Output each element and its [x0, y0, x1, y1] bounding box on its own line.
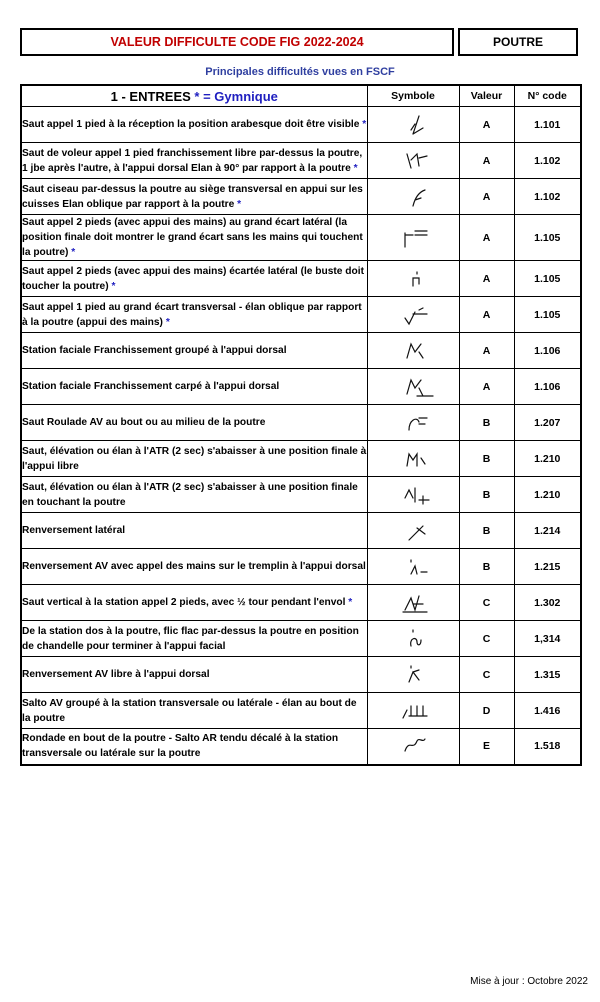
description-text: Rondade en bout de la poutre - Salto AR tendu décalé à la station transversale ou latérale sur la poutre — [22, 733, 339, 760]
element-description — [21, 333, 367, 369]
difficulty-value: C — [459, 621, 514, 657]
difficulty-value: B — [459, 513, 514, 549]
element-symbol — [367, 261, 459, 297]
skill-symbol-icon — [383, 223, 443, 253]
element-description — [21, 143, 367, 179]
difficulty-value: A — [459, 369, 514, 405]
skill-symbol-icon — [383, 660, 443, 690]
skill-symbol-icon — [383, 372, 443, 402]
code-number: 1.105 — [514, 215, 581, 261]
column-header-code: N° code — [514, 85, 581, 107]
element-description — [21, 179, 367, 215]
difficulty-value: B — [459, 405, 514, 441]
skill-symbol-icon — [383, 110, 443, 140]
update-note: Mise à jour : Octobre 2022 — [470, 976, 588, 987]
table-row — [21, 369, 581, 405]
difficulty-value: B — [459, 549, 514, 585]
description-text: Saut, élévation ou élan à l'ATR (2 sec) s'abaisser à une position finale à l'appui libre — [22, 445, 367, 472]
element-symbol — [367, 657, 459, 693]
element-symbol — [367, 513, 459, 549]
description-text: Salto AV groupé à la station transversale ou latérale - élan au bout de la poutre — [22, 697, 357, 724]
table-row — [21, 179, 581, 215]
gymnique-star: * — [111, 280, 116, 292]
difficulty-table — [20, 84, 582, 766]
table-row — [21, 729, 581, 765]
table-row — [21, 693, 581, 729]
description-text: Saut appel 2 pieds (avec appui des mains) au grand écart latéral (la position finale doit montrer le grand écart sans les mains qui touchent la poutre) — [22, 217, 363, 258]
element-description — [21, 297, 367, 333]
gymnique-star: * — [353, 162, 358, 174]
difficulty-value: B — [459, 477, 514, 513]
code-number: 1.102 — [514, 143, 581, 179]
table-row — [21, 657, 581, 693]
skill-symbol-icon — [383, 264, 443, 294]
table-row — [21, 513, 581, 549]
difficulty-value: A — [459, 215, 514, 261]
section-title — [21, 85, 367, 107]
element-symbol — [367, 477, 459, 513]
skill-symbol-icon — [383, 146, 443, 176]
element-description — [21, 215, 367, 261]
code-number: 1.207 — [514, 405, 581, 441]
description-text: Saut Roulade AV au bout ou au milieu de la poutre — [22, 417, 266, 428]
code-number: 1.315 — [514, 657, 581, 693]
difficulty-value: A — [459, 333, 514, 369]
element-description — [21, 621, 367, 657]
element-symbol — [367, 621, 459, 657]
table-row — [21, 441, 581, 477]
description-text: Renversement AV libre à l'appui dorsal — [22, 669, 210, 680]
code-number: 1.210 — [514, 477, 581, 513]
element-description — [21, 585, 367, 621]
section-note: * = Gymnique — [190, 88, 278, 104]
skill-symbol-icon — [383, 300, 443, 330]
gymnique-star: * — [237, 198, 242, 210]
gymnique-star: * — [71, 247, 76, 258]
element-symbol — [367, 297, 459, 333]
code-number: 1.215 — [514, 549, 581, 585]
skill-symbol-icon — [383, 408, 443, 438]
code-number: 1.210 — [514, 441, 581, 477]
description-text: De la station dos à la poutre, flic flac par-dessus la poutre en position de chandelle pour terminer à l'appui facial — [22, 625, 359, 652]
header-row — [20, 28, 580, 58]
element-description — [21, 729, 367, 765]
difficulty-value: C — [459, 657, 514, 693]
element-symbol — [367, 143, 459, 179]
table-row — [21, 297, 581, 333]
table-row — [21, 107, 581, 143]
code-number: 1.106 — [514, 333, 581, 369]
table-row — [21, 549, 581, 585]
table-row — [21, 333, 581, 369]
difficulty-value: A — [459, 297, 514, 333]
element-description — [21, 441, 367, 477]
code-number: 1.101 — [514, 107, 581, 143]
table-header-row — [21, 85, 581, 107]
description-text: Saut appel 1 pied à la réception la position arabesque doit être visible — [22, 119, 360, 130]
element-symbol — [367, 405, 459, 441]
skill-symbol-icon — [383, 516, 443, 546]
element-description — [21, 477, 367, 513]
code-number: 1.416 — [514, 693, 581, 729]
skill-symbol-icon — [383, 552, 443, 582]
column-header-symbol: Symbole — [367, 85, 459, 107]
skill-symbol-icon — [383, 480, 443, 510]
subtitle: Principales difficultés vues en FSCF — [205, 66, 395, 78]
skill-symbol-icon — [383, 588, 443, 618]
element-symbol — [367, 107, 459, 143]
difficulty-value: A — [459, 143, 514, 179]
code-number: 1.518 — [514, 729, 581, 765]
table-row — [21, 477, 581, 513]
element-symbol — [367, 549, 459, 585]
element-description — [21, 261, 367, 297]
skill-symbol-icon — [383, 182, 443, 212]
description-text: Saut appel 1 pied au grand écart transversal - élan oblique par rapport à la poutre (appui des mains) — [22, 301, 362, 328]
description-text: Station faciale Franchissement carpé à l'appui dorsal — [22, 381, 280, 392]
description-text: Saut appel 2 pieds (avec appui des mains) écartée latéral (le buste doit toucher la poutre) — [22, 265, 364, 292]
table-row — [21, 405, 581, 441]
element-symbol — [367, 441, 459, 477]
gymnique-star: * — [362, 119, 367, 130]
description-text: Saut vertical à la station appel 2 pieds, avec ½ tour pendant l'envol — [22, 597, 346, 608]
gymnique-star: * — [348, 597, 353, 608]
table-row — [21, 261, 581, 297]
gymnique-star: * — [165, 316, 170, 328]
difficulty-value: A — [459, 179, 514, 215]
code-number: 1.302 — [514, 585, 581, 621]
element-description — [21, 107, 367, 143]
element-symbol — [367, 729, 459, 765]
element-description — [21, 693, 367, 729]
difficulty-value: A — [459, 261, 514, 297]
difficulty-value: C — [459, 585, 514, 621]
apparatus-label: POUTRE — [458, 28, 578, 56]
description-text: Saut de voleur appel 1 pied franchissement libre par-dessus la poutre, 1 jbe après l'autre, à l'appui dorsal Elan à 90° par rapport à la poutre — [22, 147, 363, 174]
skill-symbol-icon — [383, 696, 443, 726]
element-symbol — [367, 585, 459, 621]
element-description — [21, 513, 367, 549]
difficulty-value: B — [459, 441, 514, 477]
description-text: Renversement latéral — [22, 525, 126, 536]
column-header-value: Valeur — [459, 85, 514, 107]
code-number: 1.102 — [514, 179, 581, 215]
description-text: Station faciale Franchissement groupé à l'appui dorsal — [22, 345, 287, 356]
element-symbol — [367, 179, 459, 215]
element-description — [21, 405, 367, 441]
element-symbol — [367, 369, 459, 405]
description-text: Saut ciseau par-dessus la poutre au siège transversal en appui sur les cuisses Elan oblique par rapport à la poutre — [22, 183, 363, 210]
skill-symbol-icon — [383, 624, 443, 654]
difficulty-value: A — [459, 107, 514, 143]
difficulty-value: D — [459, 693, 514, 729]
code-number: 1.105 — [514, 297, 581, 333]
table-row — [21, 143, 581, 179]
skill-symbol-icon — [383, 336, 443, 366]
skill-symbol-icon — [383, 731, 443, 761]
skill-symbol-icon — [383, 444, 443, 474]
description-text: Renversement AV avec appel des mains sur le tremplin à l'appui dorsal — [22, 561, 366, 572]
element-description — [21, 369, 367, 405]
section-title-text: 1 - ENTREES — [110, 88, 191, 104]
page-title: VALEUR DIFFICULTE CODE FIG 2022-2024 — [20, 28, 454, 56]
element-symbol — [367, 693, 459, 729]
code-number: 1,314 — [514, 621, 581, 657]
code-number: 1.106 — [514, 369, 581, 405]
table-row — [21, 621, 581, 657]
element-description — [21, 549, 367, 585]
description-text: Saut, élévation ou élan à l'ATR (2 sec) s'abaisser à une position finale en touchant la poutre — [22, 481, 358, 508]
difficulty-value: E — [459, 729, 514, 765]
code-number: 1.105 — [514, 261, 581, 297]
element-description — [21, 657, 367, 693]
table-row — [21, 585, 581, 621]
element-symbol — [367, 333, 459, 369]
code-number: 1.214 — [514, 513, 581, 549]
element-symbol — [367, 215, 459, 261]
table-row — [21, 215, 581, 261]
